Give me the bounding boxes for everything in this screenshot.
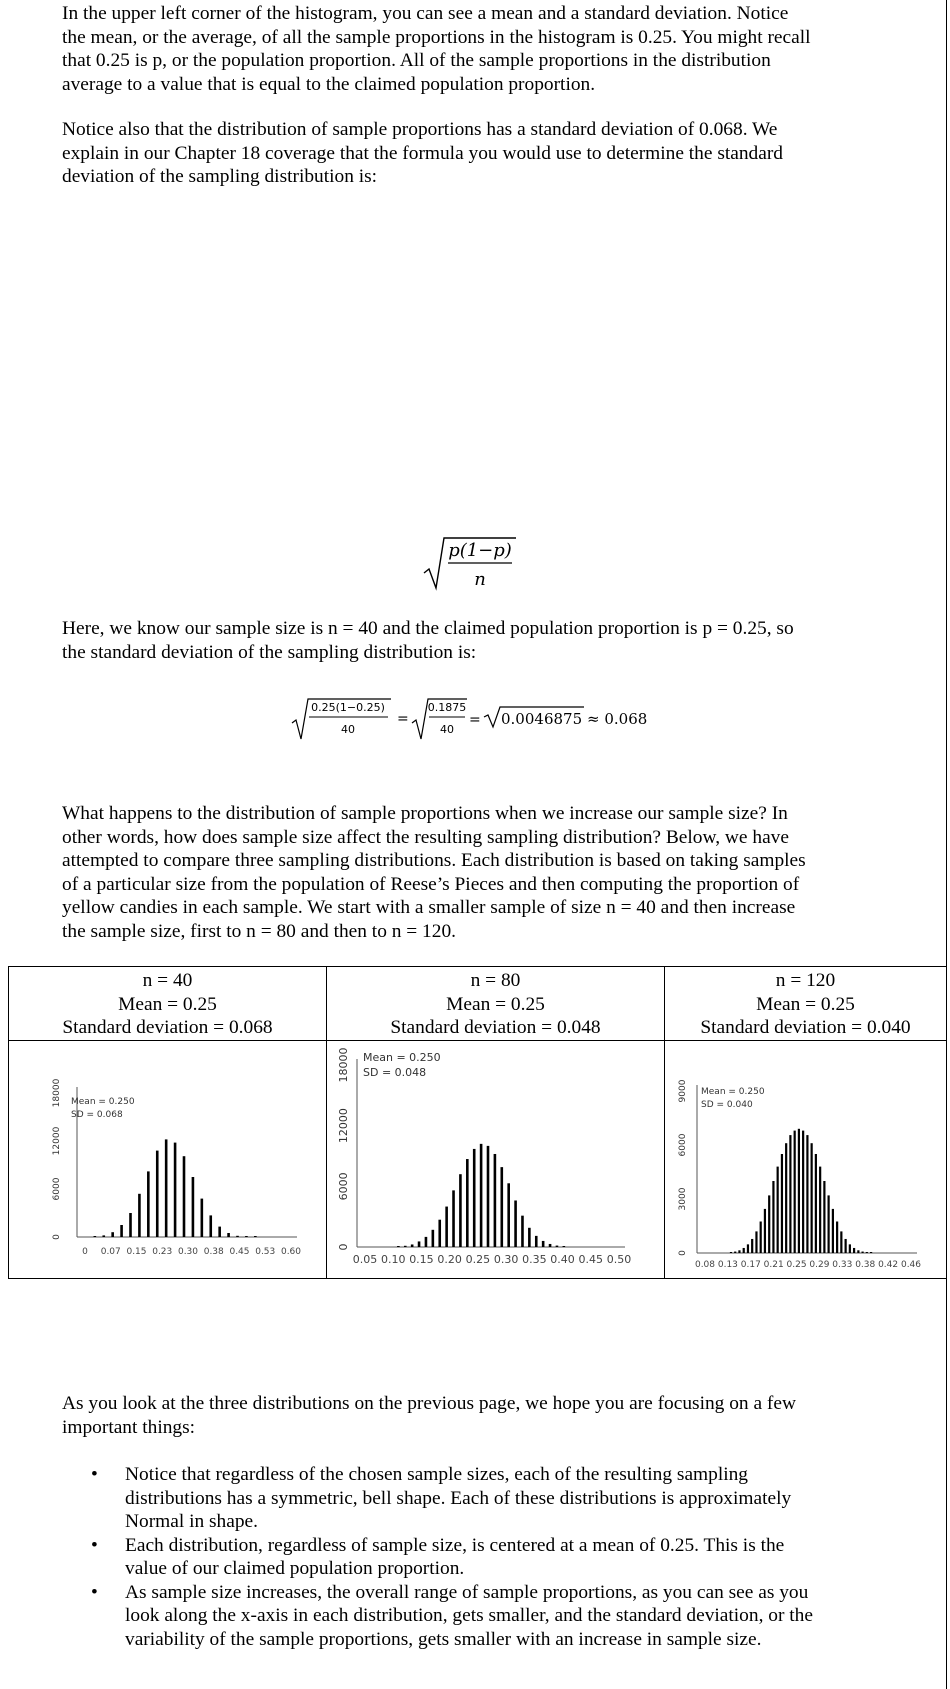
- histogram-bar: [425, 1236, 428, 1246]
- histogram-bar: [849, 1244, 851, 1253]
- x-tick-label: 0.05: [352, 1252, 378, 1266]
- histogram-bar: [411, 1244, 414, 1247]
- text-line: value of our claimed population proportion.: [125, 1558, 465, 1579]
- histogram-bar: [730, 1252, 732, 1253]
- bullet-icon: •: [91, 1581, 98, 1603]
- histogram-bar: [828, 1195, 830, 1253]
- histogram-bar: [452, 1190, 455, 1247]
- histogram-bar: [192, 1177, 195, 1237]
- histogram-bar: [165, 1139, 168, 1237]
- histogram-bar: [438, 1219, 441, 1246]
- legend-entry: SD = 0.068: [71, 1109, 123, 1120]
- histogram-bar: [549, 1243, 552, 1246]
- text-line: average to a value that is equal to the claimed population proportion.: [62, 73, 596, 95]
- histogram-bar: [857, 1250, 859, 1253]
- text-line: other words, how does sample size affect the resulting sampling distribution? Below, we have: [62, 826, 789, 848]
- histogram-bar: [535, 1235, 538, 1246]
- histogram-bar: [254, 1236, 257, 1237]
- x-tick-label: 0.20: [437, 1252, 462, 1266]
- y-tick-label: 6000: [337, 1171, 350, 1200]
- histogram-bar: [500, 1167, 503, 1247]
- histogram-bar: [174, 1142, 177, 1236]
- histogram-bar: [418, 1241, 421, 1247]
- histogram-bar: [853, 1247, 855, 1252]
- histogram-n40: [9, 1041, 325, 1277]
- histogram-bar: [751, 1238, 753, 1252]
- text-line: Normal in shape.: [125, 1511, 259, 1532]
- x-tick-label: 0.53: [255, 1246, 276, 1257]
- histogram-bar: [120, 1225, 123, 1237]
- x-tick-label: 0.10: [380, 1252, 406, 1266]
- histogram-bar: [764, 1208, 766, 1252]
- observations-list: [91, 1463, 891, 1651]
- histogram-bar: [777, 1166, 779, 1252]
- histogram-bar: [734, 1251, 736, 1252]
- equals-sign: =: [397, 711, 409, 727]
- comparison-header-row: [9, 967, 947, 1041]
- histogram-bar: [236, 1235, 239, 1236]
- x-tick-label: 0.07: [100, 1246, 121, 1257]
- histogram-bar: [404, 1245, 407, 1246]
- text-line: attempted to compare three sampling distributions. Each distribution is based on taking samples: [62, 850, 806, 871]
- y-tick-label: 9000: [678, 1079, 688, 1102]
- formula-denominator: n: [474, 569, 486, 590]
- x-tick-label: 0.30: [177, 1246, 199, 1257]
- histogram-bar: [789, 1135, 791, 1253]
- x-tick-label: 0.35: [522, 1252, 547, 1266]
- legend-entry: Mean = 0.250: [363, 1050, 441, 1064]
- text-line: the standard deviation of the sampling distribution is:: [62, 641, 477, 663]
- x-tick-label: 0.38: [855, 1259, 876, 1270]
- histogram-bar: [819, 1166, 821, 1252]
- x-tick-label: 0.21: [763, 1259, 784, 1270]
- x-tick-label: 0.42: [878, 1259, 899, 1270]
- text-line: Here, we know our sample size is n = 40 and the claimed population proportion is p = 0.25, so: [62, 618, 794, 639]
- bullet-icon: •: [91, 1534, 98, 1556]
- text-line: look along the x-axis in each distribution, gets smaller, and the standard deviation, or the: [125, 1605, 813, 1626]
- legend-entry: SD = 0.048: [363, 1065, 427, 1079]
- histogram-bar: [432, 1229, 435, 1246]
- n-label: n = 40: [142, 970, 193, 991]
- text-line: As you look at the three distributions on the previous page, we hope you are focusing on a few: [62, 1393, 796, 1414]
- x-tick-label: 0.23: [152, 1246, 173, 1257]
- histogram-bar: [755, 1231, 757, 1253]
- histogram-bar: [156, 1150, 159, 1236]
- histogram-bar: [129, 1213, 132, 1237]
- histogram-bar: [798, 1128, 800, 1252]
- histogram-bar: [111, 1232, 114, 1237]
- histogram-bar: [794, 1130, 796, 1252]
- text-line: yellow candies in each sample. We start with a smaller sample of size n = 40 and then increase: [62, 897, 796, 918]
- comparison-header-n80: [327, 967, 665, 1041]
- y-tick-label: 0: [678, 1249, 688, 1256]
- text-line: that 0.25 is p, or the population proportion. All of the sample proportions in the distribution: [62, 50, 771, 71]
- list-item: [91, 1463, 891, 1534]
- x-tick-label: 0.45: [578, 1252, 604, 1266]
- histogram-bar: [768, 1195, 770, 1253]
- x-tick-label: 0.29: [809, 1259, 830, 1270]
- y-tick-label: 0: [52, 1233, 62, 1240]
- x-tick-label: 0.25: [465, 1252, 491, 1266]
- histogram-bar: [201, 1198, 204, 1236]
- computation-numerator: 0.25(1−0.25): [311, 701, 385, 714]
- histogram-n80: [327, 1041, 663, 1277]
- computation-denominator: 40: [440, 723, 454, 736]
- y-tick-label: 6000: [52, 1177, 62, 1200]
- histogram-bar: [781, 1154, 783, 1253]
- histogram-bar: [542, 1240, 545, 1246]
- histogram-bar: [473, 1148, 476, 1246]
- page-right-border: [946, 0, 947, 1689]
- histogram-bar: [785, 1143, 787, 1253]
- comparison-table: [8, 966, 947, 1279]
- histogram-bar: [823, 1181, 825, 1253]
- computation-denominator: 40: [341, 723, 355, 736]
- histogram-bar: [802, 1130, 804, 1252]
- chart-cell-n120: [665, 1040, 947, 1278]
- paragraph-sample-size-question: [62, 802, 892, 943]
- text-line: of a particular size from the population of Reese’s Pieces and then computing the proportion of: [62, 873, 800, 895]
- x-tick-label: 0: [82, 1246, 88, 1257]
- histogram-bar: [861, 1251, 863, 1252]
- y-tick-label: 18000: [337, 1047, 350, 1082]
- histogram-bar: [487, 1145, 490, 1246]
- list-item: [91, 1581, 891, 1652]
- histogram-bar: [528, 1227, 531, 1246]
- histogram-bar: [245, 1236, 248, 1237]
- y-tick-label: 3000: [678, 1187, 688, 1210]
- formula-numerator: p(1−p): [448, 540, 512, 561]
- histogram-bar: [743, 1247, 745, 1252]
- histogram-bar: [556, 1245, 559, 1246]
- paragraph-histogram-mean: [62, 2, 892, 96]
- histogram-bar: [147, 1171, 150, 1237]
- mean-label: Mean = 0.25: [118, 993, 217, 1015]
- histogram-bar: [397, 1246, 400, 1247]
- chart-cell-n80: [327, 1040, 665, 1278]
- x-tick-label: 0.13: [717, 1259, 738, 1270]
- bullet-icon: •: [91, 1464, 98, 1485]
- x-tick-label: 0.46: [900, 1259, 922, 1270]
- histogram-bar: [521, 1215, 524, 1246]
- x-tick-label: 0.17: [740, 1259, 761, 1270]
- histogram-bar: [183, 1156, 186, 1237]
- y-tick-label: 0: [337, 1243, 350, 1250]
- histogram-bar: [870, 1252, 872, 1253]
- legend-entry: Mean = 0.250: [71, 1096, 135, 1107]
- text-line: explain in our Chapter 18 coverage that the formula you would use to determine the standard: [62, 142, 784, 164]
- histogram-bar: [102, 1235, 105, 1237]
- x-tick-label: 0.25: [786, 1259, 807, 1270]
- approx-result: ≈ 0.068: [587, 710, 648, 728]
- paragraph-sample-size: [62, 617, 892, 664]
- histogram-bar: [445, 1206, 448, 1246]
- histogram-bar: [459, 1174, 462, 1247]
- histogram-bar: [747, 1244, 749, 1253]
- histogram-bar: [772, 1181, 774, 1253]
- histogram-bar: [832, 1208, 834, 1252]
- x-tick-label: 0.60: [280, 1246, 302, 1257]
- histogram-bar: [815, 1154, 817, 1253]
- text-line: the mean, or the average, of all the sample proportions in the histogram is 0.25. You might recall: [62, 26, 811, 48]
- text-line: Notice also that the distribution of sample proportions has a standard deviation of 0.068. We: [62, 119, 778, 140]
- legend-entry: Mean = 0.250: [701, 1086, 765, 1097]
- text-line: distributions has a symmetric, bell shape. Each of these distributions is approximately: [125, 1487, 792, 1509]
- histogram-bar: [514, 1200, 517, 1247]
- x-tick-label: 0.15: [409, 1252, 434, 1266]
- sd-formula: [420, 530, 520, 592]
- y-tick-label: 18000: [52, 1078, 62, 1107]
- text-line: variability of the sample proportions, gets smaller with an increase in sample size.: [125, 1628, 762, 1650]
- list-item: [91, 1534, 891, 1581]
- comparison-header-n120: [665, 967, 947, 1041]
- text-line: In the upper left corner of the histogram, you can see a mean and a standard deviation. Notice: [62, 3, 789, 24]
- mean-label: Mean = 0.25: [446, 993, 545, 1015]
- histogram-bar: [494, 1153, 497, 1246]
- histogram-bar: [738, 1250, 740, 1253]
- histogram-bar: [94, 1236, 97, 1237]
- chart-cell-n40: [9, 1040, 327, 1278]
- histogram-bar: [218, 1226, 221, 1236]
- y-tick-label: 12000: [52, 1126, 62, 1155]
- text-line: As sample size increases, the overall range of sample proportions, as you can see as you: [125, 1581, 809, 1603]
- histogram-bar: [227, 1233, 230, 1237]
- text-line: the sample size, first to n = 80 and then to n = 120.: [62, 920, 456, 942]
- histogram-bar: [209, 1215, 212, 1237]
- histogram-bar: [760, 1221, 762, 1253]
- histogram-bar: [811, 1143, 813, 1253]
- comparison-header-n40: [9, 967, 327, 1041]
- histogram-bar: [845, 1238, 847, 1252]
- histogram-bar: [138, 1193, 141, 1236]
- histogram-bar: [866, 1252, 868, 1253]
- text-line: deviation of the sampling distribution is:: [62, 166, 378, 187]
- x-tick-label: 0.50: [606, 1252, 632, 1266]
- sd-label: Standard deviation = 0.040: [700, 1017, 911, 1038]
- computation-numerator: 0.1875: [427, 701, 467, 714]
- paragraph-observations-intro: [62, 1392, 892, 1439]
- histogram-bar: [480, 1143, 483, 1246]
- sd-computation: [290, 693, 690, 743]
- histogram-bar: [466, 1159, 469, 1247]
- y-tick-label: 6000: [678, 1133, 688, 1156]
- x-tick-label: 0.45: [229, 1246, 250, 1257]
- mean-label: Mean = 0.25: [756, 993, 855, 1015]
- text-line: What happens to the distribution of sample proportions when we increase our sample size? In: [62, 803, 788, 824]
- histogram-bar: [836, 1221, 838, 1253]
- sd-label: Standard deviation = 0.048: [390, 1017, 601, 1038]
- x-tick-label: 0.30: [493, 1252, 519, 1266]
- x-tick-label: 0.38: [203, 1246, 224, 1257]
- x-tick-label: 0.33: [832, 1259, 853, 1270]
- x-tick-label: 0.15: [126, 1246, 147, 1257]
- histogram-bar: [806, 1135, 808, 1253]
- computation-radicand: 0.0046875: [501, 710, 583, 728]
- x-tick-label: 0.40: [550, 1252, 575, 1266]
- histogram-bar: [507, 1183, 510, 1247]
- histogram-n120: [665, 1041, 945, 1277]
- legend-entry: SD = 0.040: [701, 1099, 753, 1110]
- equals-sign: =: [469, 712, 481, 728]
- paragraph-standard-deviation: [62, 118, 892, 189]
- n-label: n = 80: [470, 970, 521, 991]
- n-label: n = 120: [775, 970, 836, 991]
- text-line: Each distribution, regardless of sample size, is centered at a mean of 0.25. This is the: [125, 1534, 785, 1556]
- sd-label: Standard deviation = 0.068: [62, 1017, 273, 1038]
- text-line: Notice that regardless of the chosen sample sizes, each of the resulting sampling: [125, 1464, 748, 1485]
- text-line: important things:: [62, 1416, 196, 1438]
- histogram-bar: [563, 1246, 566, 1247]
- y-tick-label: 12000: [337, 1107, 350, 1143]
- x-tick-label: 0.08: [694, 1259, 716, 1270]
- histogram-bar: [840, 1231, 842, 1253]
- comparison-chart-row: [9, 1040, 947, 1278]
